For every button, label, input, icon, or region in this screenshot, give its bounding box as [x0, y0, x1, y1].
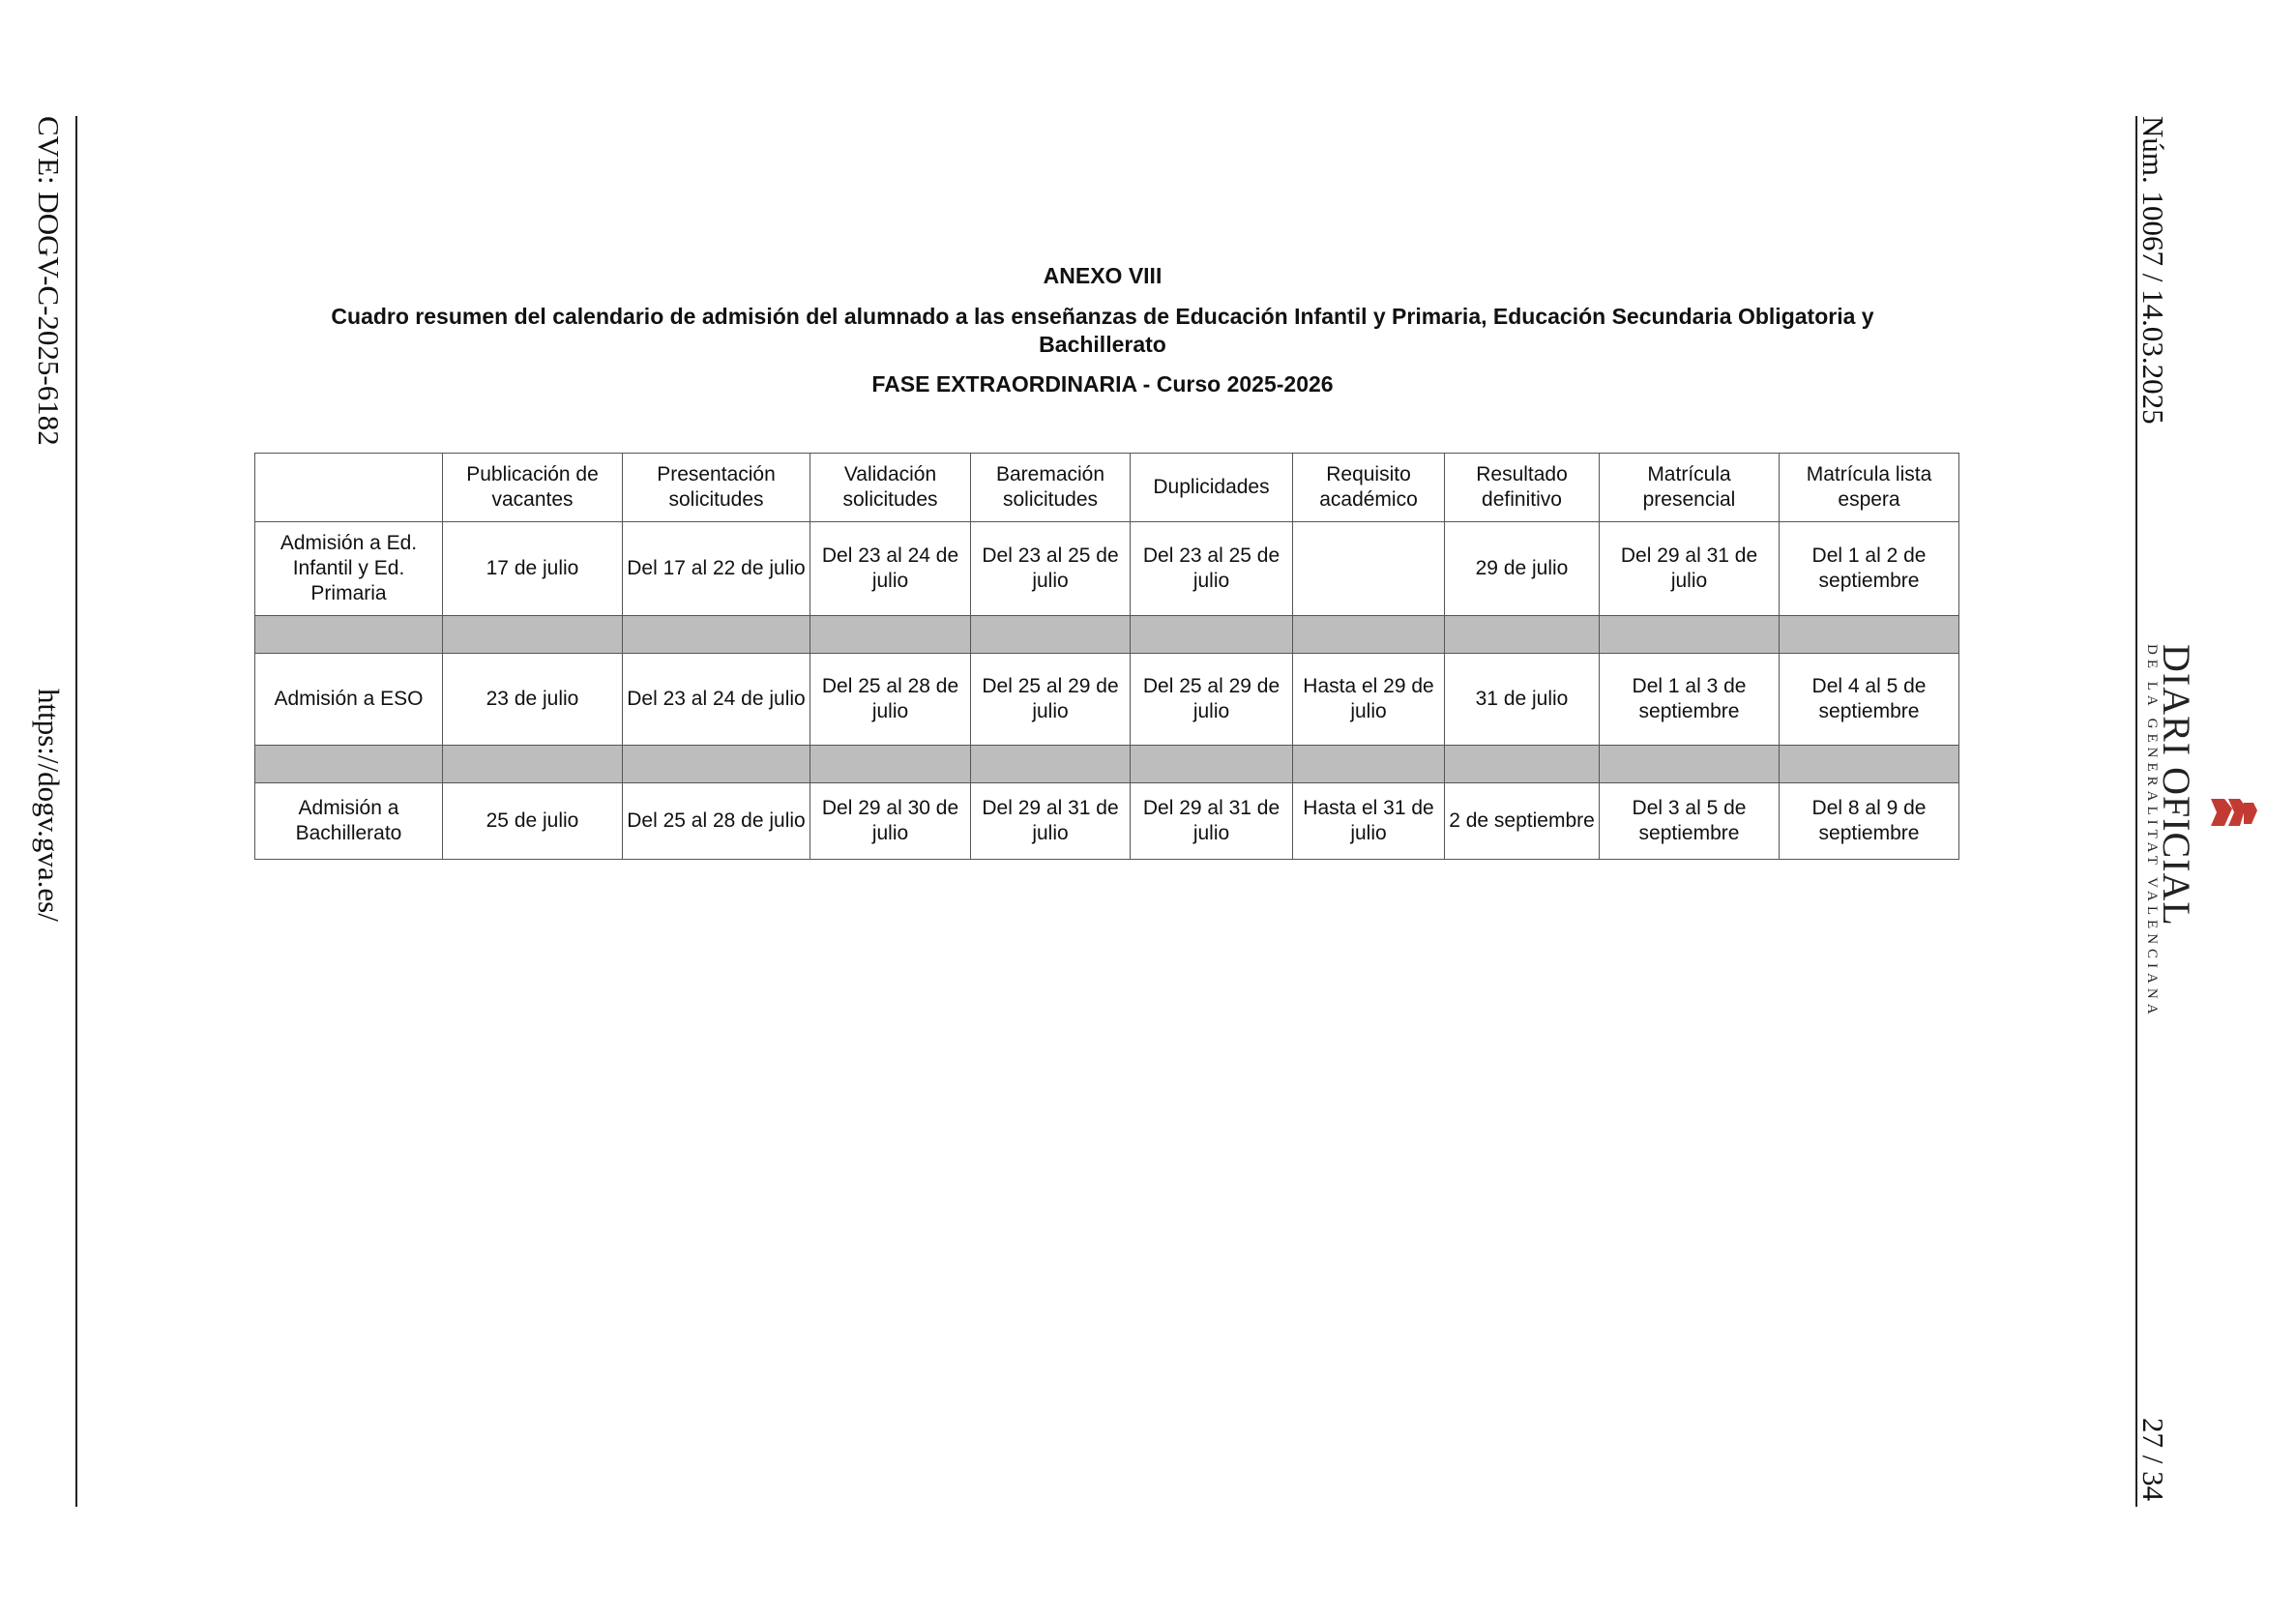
generalitat-logo-icon	[2203, 793, 2261, 832]
table-cell: Del 25 al 29 de julio	[971, 654, 1131, 746]
table-cell: Del 29 al 31 de julio	[1131, 783, 1293, 860]
table-cell: Del 25 al 28 de julio	[623, 783, 810, 860]
header-cell: Presentación solicitudes	[623, 454, 810, 522]
page-number: 27 / 34	[2136, 1418, 2170, 1502]
table-cell: Admisión a Ed. Infantil y Ed. Primaria	[255, 522, 443, 616]
masthead	[2143, 644, 2197, 1019]
header-cell: Duplicidades	[1131, 454, 1293, 522]
table-row	[255, 654, 1959, 746]
masthead-subtitle: DE LA GENERALITAT VALENCIANA	[2144, 644, 2160, 1019]
table-cell: Del 25 al 28 de julio	[810, 654, 971, 746]
header-cell: Matrícula lista espera	[1780, 454, 1959, 522]
masthead-title: DIARI OFICIAL	[2155, 644, 2198, 926]
cve-code: CVE: DOGV-C-2025-6182	[32, 116, 66, 446]
table-cell: Del 23 al 24 de julio	[810, 522, 971, 616]
table-cell: Del 17 al 22 de julio	[623, 522, 810, 616]
table-cell: 17 de julio	[443, 522, 623, 616]
header-cell: Publicación de vacantes	[443, 454, 623, 522]
table-cell: Del 23 al 24 de julio	[623, 654, 810, 746]
table-cell	[1293, 522, 1445, 616]
header-cell: Baremación solicitudes	[971, 454, 1131, 522]
header-cell: Resultado definitivo	[1445, 454, 1600, 522]
table-cell: Del 23 al 25 de julio	[971, 522, 1131, 616]
table-cell: 29 de julio	[1445, 522, 1600, 616]
header-cell: Validación solicitudes	[810, 454, 971, 522]
table-cell: Hasta el 31 de julio	[1293, 783, 1445, 860]
table-cell: Del 29 al 31 de julio	[971, 783, 1131, 860]
table-row	[255, 783, 1959, 860]
header-cell: Matrícula presencial	[1600, 454, 1780, 522]
table-row	[255, 522, 1959, 616]
issue-number-date: Núm. 10067 / 14.03.2025	[2136, 116, 2170, 425]
table-cell: 31 de julio	[1445, 654, 1600, 746]
table-cell: 23 de julio	[443, 654, 623, 746]
table-cell: Del 23 al 25 de julio	[1131, 522, 1293, 616]
phase-title: FASE EXTRAORDINARIA - Curso 2025-2026	[871, 371, 1334, 397]
separator-row	[255, 616, 1959, 654]
table-cell: Del 4 al 5 de septiembre	[1780, 654, 1959, 746]
table-cell: Del 29 al 31 de julio	[1600, 522, 1780, 616]
table-cell: Del 1 al 2 de septiembre	[1780, 522, 1959, 616]
separator-row	[255, 746, 1959, 783]
table-heading: Cuadro resumen del calendario de admisión del alumnado a las enseñanzas de Educación Infantil y Primaria, Educación Secundaria Obligatoria y Bachillerato	[331, 304, 1874, 357]
table-cell: Del 3 al 5 de septiembre	[1600, 783, 1780, 860]
table-cell: Del 8 al 9 de septiembre	[1780, 783, 1959, 860]
table-cell: 25 de julio	[443, 783, 623, 860]
table-cell: Hasta el 29 de julio	[1293, 654, 1445, 746]
table-cell: Del 1 al 3 de septiembre	[1600, 654, 1780, 746]
table-cell: Admisión a Bachillerato	[255, 783, 443, 860]
header-cell: Requisito académico	[1293, 454, 1445, 522]
table-cell: Admisión a ESO	[255, 654, 443, 746]
table-header-row	[255, 454, 1959, 522]
admission-calendar-table	[254, 453, 1959, 860]
left-margin-rule	[75, 116, 77, 1507]
header-cell	[255, 454, 443, 522]
table-cell: Del 29 al 30 de julio	[810, 783, 971, 860]
source-url: https://dogv.gva.es/	[32, 689, 66, 922]
annex-title: ANEXO VIII	[1043, 263, 1163, 288]
table-cell: 2 de septiembre	[1445, 783, 1600, 860]
table-cell: Del 25 al 29 de julio	[1131, 654, 1293, 746]
